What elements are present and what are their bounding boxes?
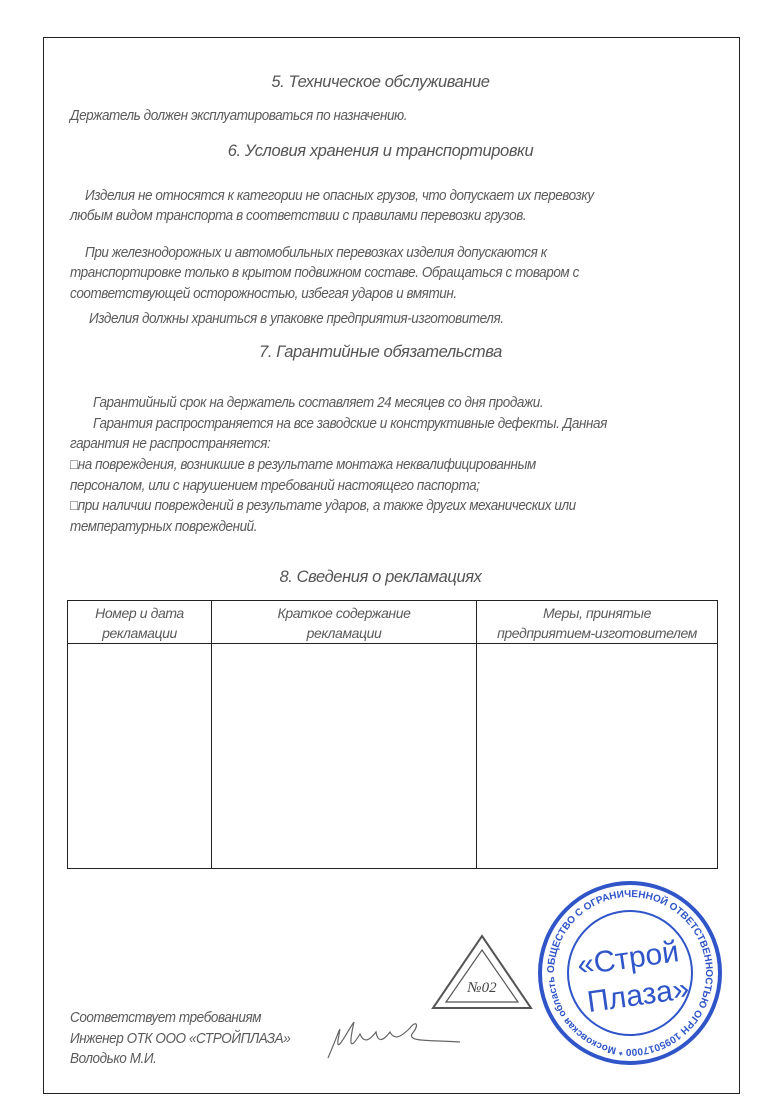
section-6-line: При железнодорожных и автомобильных перевозках изделия допускаются к — [85, 245, 547, 261]
section-7-line: персоналом, или с нарушением требований настоящего паспорта; — [70, 478, 480, 494]
otk-number: №02 — [467, 980, 497, 996]
section-7-title: 7. Гарантийные обязательства — [259, 343, 502, 361]
section-6-line: соответствующей осторожностью, избегая ударов и вмятин. — [70, 286, 457, 302]
stamp-text-2: Плаза» — [585, 972, 692, 1020]
section-7-line: гарантия не распространяется: — [70, 436, 271, 452]
section-6-line: транспортировке только в крытом подвижном составе. Обращаться с товаром с — [70, 265, 579, 281]
section-6-line: Изделия должны храниться в упаковке предприятия-изготовителя. — [89, 311, 504, 327]
header-cell-summary: Краткое содержание рекламации — [212, 601, 477, 644]
claims-table — [67, 600, 718, 869]
section-7-line: Гарантийный срок на держатель составляет 24 месяцев со дня продажи. — [93, 395, 544, 411]
section-6-line: любым видом транспорта в соответствии с правилами перевозки грузов. — [70, 208, 527, 224]
company-stamp — [535, 878, 725, 1068]
header-cell-number-date: Номер и дата рекламации — [68, 601, 212, 644]
stamp-text-1: «Строй — [575, 935, 681, 983]
section-7-line: температурных повреждений. — [70, 519, 258, 535]
footer-line: Володько М.И. — [70, 1051, 157, 1067]
table-cell — [68, 644, 212, 869]
table-header-row — [68, 601, 718, 644]
section-6-line: Изделия не относятся к категории не опасных грузов, что допускает их перевозку — [85, 188, 594, 204]
table-cell — [212, 644, 477, 869]
otk-stamp — [430, 932, 535, 1012]
section-7-line: Гарантия распространяется на все заводские и конструктивные дефекты. Данная — [93, 416, 607, 432]
stamp-ring-text: ОБЩЕСТВО С ОГРАНИЧЕННОЙ ОТВЕТСТВЕННОСТЬЮ ОГРН 1095017000 * Московская область — [545, 888, 715, 1058]
footer-line: Соответствует требованиям — [70, 1010, 262, 1026]
signature — [320, 1010, 470, 1070]
section-7-line: □при наличии повреждений в результате ударов, а также других механических или — [70, 498, 576, 514]
header-cell-measures: Меры, принятые предприятием-изготовителем — [477, 601, 718, 644]
section-7-line: □на повреждения, возникшие в результате монтажа неквалифицированным — [70, 457, 536, 473]
section-8-title: 8. Сведения о рекламациях — [279, 568, 482, 586]
table-row — [68, 644, 718, 869]
table-cell — [477, 644, 718, 869]
section-6-title: 6. Условия хранения и транспортировки — [227, 142, 534, 160]
section-5-text: Держатель должен эксплуатироваться по назначению. — [70, 108, 408, 124]
footer-line: Инженер ОТК ООО «СТРОЙПЛАЗА» — [70, 1031, 291, 1047]
section-5-title: 5. Техническое обслуживание — [271, 73, 490, 91]
